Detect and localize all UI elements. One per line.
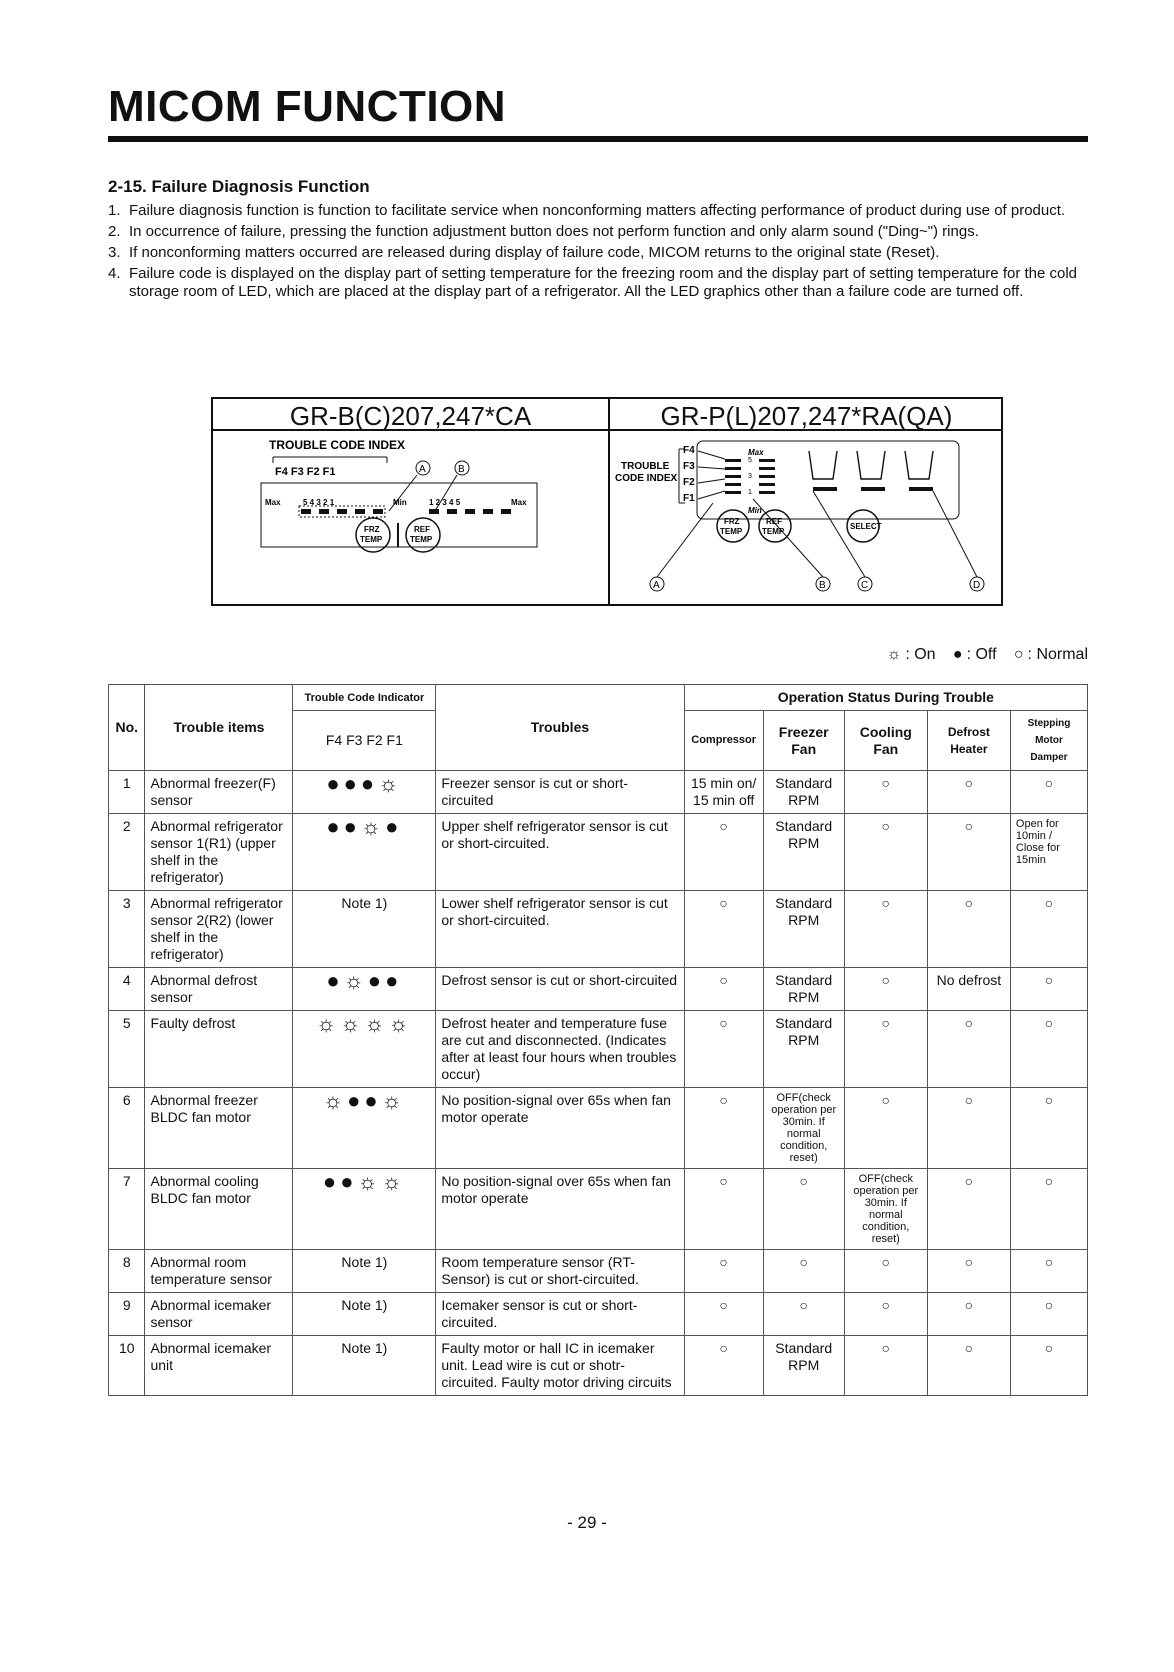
cell-cooling-fan: ○ xyxy=(844,968,927,1011)
cell-trouble: Defrost sensor is cut or short-circuited xyxy=(436,968,684,1011)
cell-item: Abnormal cooling BLDC fan motor xyxy=(145,1169,293,1250)
display-diagram xyxy=(211,397,1003,606)
legend-normal: : Normal xyxy=(1027,646,1088,663)
cell-no: 8 xyxy=(109,1250,145,1293)
cell-damper: Open for 10min / Close for 15min xyxy=(1010,814,1087,891)
table-row xyxy=(109,1293,1088,1336)
cell-defrost-heater: ○ xyxy=(927,1088,1010,1169)
left-panel xyxy=(261,438,537,552)
table-row xyxy=(109,1011,1088,1088)
off-icon: ● xyxy=(952,646,963,663)
cell-cooling-fan: ○ xyxy=(844,1011,927,1088)
right-display-box xyxy=(697,441,959,519)
right-marker-d: D xyxy=(973,580,981,591)
cell-code: ☼●●☼ xyxy=(293,1088,436,1169)
right-marker-leaders xyxy=(657,491,977,577)
cell-compressor: ○ xyxy=(684,814,763,891)
note-item: 1. Failure diagnosis function is function to facilitate service when nonconforming matters affecting performance of product during use of product. xyxy=(108,202,1066,219)
cell-freezer-fan: Standard RPM xyxy=(763,814,844,891)
cell-trouble: Defrost heater and temperature fuse are cut and disconnected. (Indicates after at least four hours when troubles occur) xyxy=(436,1011,684,1088)
cell-no: 3 xyxy=(109,891,145,968)
note-item: 3. If nonconforming matters occurred are released during display of failure code, MICOM returns to the original state (Reset). xyxy=(108,244,940,261)
ref-label-1: REF xyxy=(414,525,430,534)
header-damper: Stepping Motor Damper xyxy=(1010,711,1087,771)
cell-note: Note 1) xyxy=(293,1250,436,1293)
section-heading: 2-15. Failure Diagnosis Function xyxy=(108,177,370,196)
cell-compressor: ○ xyxy=(684,891,763,968)
right-n3: 3 xyxy=(748,473,752,480)
cell-trouble: Room temperature sensor (RT-Sensor) is cut or short-circuited. xyxy=(436,1250,684,1293)
cell-cooling-fan: ○ xyxy=(844,1336,927,1396)
title-rule xyxy=(108,136,1088,142)
header-operation: Operation Status During Trouble xyxy=(684,685,1087,711)
cell-defrost-heater: No defrost xyxy=(927,968,1010,1011)
left-code-bracket xyxy=(273,457,387,463)
header-freezer-fan: Freezer Fan xyxy=(763,711,844,771)
cell-code: ●●●☼ xyxy=(293,771,436,814)
note-item: 2. In occurrence of failure, pressing the function adjustment button does not perform function and only alarm sound ("Ding~") rings. xyxy=(108,223,979,240)
header-no: No. xyxy=(109,685,145,771)
cubed-ice-icon xyxy=(809,451,837,479)
cell-item: Abnormal refrigerator sensor 1(R1) (upper shelf in the refrigerator) xyxy=(145,814,293,891)
cell-note: Note 1) xyxy=(293,891,436,968)
right-marker-b: B xyxy=(819,580,826,591)
cell-item: Abnormal icemaker unit xyxy=(145,1336,293,1396)
header-troubles: Troubles xyxy=(436,685,684,771)
table-row xyxy=(109,891,1088,968)
left-model-title: GR-B(C)207,247*CA xyxy=(289,401,532,431)
status-legend xyxy=(883,646,1088,664)
on-icon: ☼ xyxy=(886,646,902,663)
cell-no: 4 xyxy=(109,968,145,1011)
cell-freezer-fan: Standard RPM xyxy=(763,968,844,1011)
right-code-index-label: CODE INDEX xyxy=(615,473,678,484)
frz-label-2: TEMP xyxy=(360,535,383,544)
water-icon xyxy=(857,451,885,479)
cell-compressor: ○ xyxy=(684,1293,763,1336)
cell-freezer-fan: Standard RPM xyxy=(763,771,844,814)
left-led-row xyxy=(301,509,511,514)
cell-cooling-fan: ○ xyxy=(844,1250,927,1293)
cell-defrost-heater: ○ xyxy=(927,1169,1010,1250)
cell-freezer-fan: Standard RPM xyxy=(763,1011,844,1088)
cell-damper: ○ xyxy=(1010,1169,1087,1250)
right-scale-max: Max xyxy=(511,498,527,507)
left-marker-a: A xyxy=(419,464,426,475)
cell-no: 9 xyxy=(109,1293,145,1336)
right-frz-label-1: FRZ xyxy=(724,517,740,526)
cell-defrost-heater: ○ xyxy=(927,1293,1010,1336)
cell-compressor: ○ xyxy=(684,968,763,1011)
normal-icon: ○ xyxy=(1013,646,1024,663)
cell-defrost-heater: ○ xyxy=(927,891,1010,968)
cell-no: 10 xyxy=(109,1336,145,1396)
cell-item: Abnormal defrost sensor xyxy=(145,968,293,1011)
cell-damper: ○ xyxy=(1010,1336,1087,1396)
cell-defrost-heater: ○ xyxy=(927,771,1010,814)
left-scale-max: Max xyxy=(265,498,281,507)
frz-label-1: FRZ xyxy=(364,525,380,534)
cell-code: ●☼●● xyxy=(293,968,436,1011)
cell-compressor: ○ xyxy=(684,1336,763,1396)
cell-item: Faulty defrost xyxy=(145,1011,293,1088)
cell-compressor: ○ xyxy=(684,1088,763,1169)
cell-no: 2 xyxy=(109,814,145,891)
cell-compressor: 15 min on/ 15 min off xyxy=(684,771,763,814)
cell-cooling-fan: ○ xyxy=(844,814,927,891)
cell-freezer-fan: Standard RPM xyxy=(763,1336,844,1396)
left-scale-min: Min xyxy=(393,498,407,507)
right-scale-nums: 1 2 3 4 5 xyxy=(429,498,461,507)
right-n1: 1 xyxy=(748,489,752,496)
cell-cooling-fan: OFF(check operation per 30min. If normal condition, reset) xyxy=(844,1169,927,1250)
cell-code: ●●☼☼ xyxy=(293,1169,436,1250)
cell-no: 6 xyxy=(109,1088,145,1169)
page-number: - 29 - xyxy=(567,1513,607,1532)
cell-freezer-fan: OFF(check operation per 30min. If normal condition, reset) xyxy=(763,1088,844,1169)
left-scale-nums: 5 4 3 2 1 xyxy=(303,498,335,507)
table-row xyxy=(109,1169,1088,1250)
table-row xyxy=(109,1250,1088,1293)
left-codes: F4 F3 F2 F1 xyxy=(275,466,336,478)
cell-trouble: No position-signal over 65s when fan motor operate xyxy=(436,1088,684,1169)
cell-cooling-fan: ○ xyxy=(844,891,927,968)
cell-trouble: Upper shelf refrigerator sensor is cut or short-circuited. xyxy=(436,814,684,891)
cell-damper: ○ xyxy=(1010,1293,1087,1336)
table-row xyxy=(109,968,1088,1011)
cell-compressor: ○ xyxy=(684,1169,763,1250)
cell-item: Abnormal icemaker sensor xyxy=(145,1293,293,1336)
right-marker-c: C xyxy=(861,580,869,591)
cell-damper: ○ xyxy=(1010,968,1087,1011)
diagram-svg xyxy=(213,399,1001,604)
right-n5: 5 xyxy=(748,457,752,464)
cell-no: 7 xyxy=(109,1169,145,1250)
right-model-title: GR-P(L)207,247*RA(QA) xyxy=(660,401,953,431)
right-f4: F4 xyxy=(683,445,695,456)
cell-no: 1 xyxy=(109,771,145,814)
right-marker-a: A xyxy=(653,580,660,591)
cell-trouble: Faulty motor or hall IC in icemaker unit. Lead wire is cut or shotr-circuited. Faulty motor driving circuits xyxy=(436,1336,684,1396)
left-index-label: TROUBLE CODE INDEX xyxy=(269,438,406,452)
cell-freezer-fan: Standard RPM xyxy=(763,891,844,968)
right-frz-label-2: TEMP xyxy=(720,527,743,536)
header-cooling-fan: Cooling Fan xyxy=(844,711,927,771)
cell-item: Abnormal freezer(F) sensor xyxy=(145,771,293,814)
right-ref-label-1: REF xyxy=(766,517,782,526)
right-ref-label-2: TEMP xyxy=(762,527,785,536)
header-indicator: Trouble Code Indicator xyxy=(293,685,436,711)
cell-trouble: Lower shelf refrigerator sensor is cut or short-circuited. xyxy=(436,891,684,968)
cell-trouble: No position-signal over 65s when fan motor operate xyxy=(436,1169,684,1250)
header-compressor: Compressor xyxy=(684,711,763,771)
ice-icons xyxy=(809,451,933,479)
ref-label-2: TEMP xyxy=(410,535,433,544)
header-indicator-codes: F4 F3 F2 F1 xyxy=(293,711,436,771)
cell-code: ●●☼● xyxy=(293,814,436,891)
cell-compressor: ○ xyxy=(684,1011,763,1088)
page-title: MICOM FUNCTION xyxy=(108,82,507,131)
cell-code: ☼☼☼☼ xyxy=(293,1011,436,1088)
table-row xyxy=(109,771,1088,814)
header-defrost-heater: Defrost Heater xyxy=(927,711,1010,771)
cell-defrost-heater: ○ xyxy=(927,1250,1010,1293)
cell-compressor: ○ xyxy=(684,1250,763,1293)
select-label: SELECT xyxy=(850,522,882,531)
right-panel xyxy=(615,441,984,591)
cell-damper: ○ xyxy=(1010,771,1087,814)
right-f2: F2 xyxy=(683,477,695,488)
cell-damper: ○ xyxy=(1010,891,1087,968)
cell-damper: ○ xyxy=(1010,1250,1087,1293)
table-row xyxy=(109,1088,1088,1169)
cell-freezer-fan: ○ xyxy=(763,1169,844,1250)
legend-on: : On xyxy=(905,646,936,663)
cell-note: Note 1) xyxy=(293,1336,436,1396)
right-code-leaders xyxy=(698,451,725,499)
right-min: Min xyxy=(748,506,762,515)
crushed-ice-icon xyxy=(905,451,933,479)
left-marker-b: B xyxy=(458,464,465,475)
right-max: Max xyxy=(748,448,764,457)
cell-damper: ○ xyxy=(1010,1011,1087,1088)
cell-cooling-fan: ○ xyxy=(844,1088,927,1169)
cell-note: Note 1) xyxy=(293,1293,436,1336)
cell-defrost-heater: ○ xyxy=(927,1336,1010,1396)
note-item: 4. Failure code is displayed on the display part of setting temperature for the freezing room and the display part of setting temperature for the cold storage room of LED, which are placed at the display part of a refrigerator. All the LED graphics other than a failure code are turned off. xyxy=(108,265,1078,300)
right-f3: F3 xyxy=(683,461,695,472)
header-items: Trouble items xyxy=(145,685,293,771)
right-frz-temp-button xyxy=(717,510,749,542)
cell-no: 5 xyxy=(109,1011,145,1088)
notes-list xyxy=(108,202,1088,304)
right-trouble-label: TROUBLE xyxy=(621,461,670,472)
right-ref-temp-button xyxy=(759,510,791,542)
right-select-leds xyxy=(813,487,933,491)
cell-defrost-heater: ○ xyxy=(927,814,1010,891)
cell-item: Abnormal refrigerator sensor 2(R2) (lower shelf in the refrigerator) xyxy=(145,891,293,968)
table-row xyxy=(109,1336,1088,1396)
cell-item: Abnormal freezer BLDC fan motor xyxy=(145,1088,293,1169)
cell-defrost-heater: ○ xyxy=(927,1011,1010,1088)
cell-trouble: Icemaker sensor is cut or short-circuited. xyxy=(436,1293,684,1336)
cell-item: Abnormal room temperature sensor xyxy=(145,1250,293,1293)
cell-freezer-fan: ○ xyxy=(763,1250,844,1293)
cell-freezer-fan: ○ xyxy=(763,1293,844,1336)
cell-damper: ○ xyxy=(1010,1088,1087,1169)
cell-cooling-fan: ○ xyxy=(844,1293,927,1336)
cell-cooling-fan: ○ xyxy=(844,771,927,814)
cell-trouble: Freezer sensor is cut or short-circuited xyxy=(436,771,684,814)
right-f1: F1 xyxy=(683,493,695,504)
failure-code-table xyxy=(108,684,1088,1396)
table-row xyxy=(109,814,1088,891)
legend-off: : Off xyxy=(966,646,997,663)
